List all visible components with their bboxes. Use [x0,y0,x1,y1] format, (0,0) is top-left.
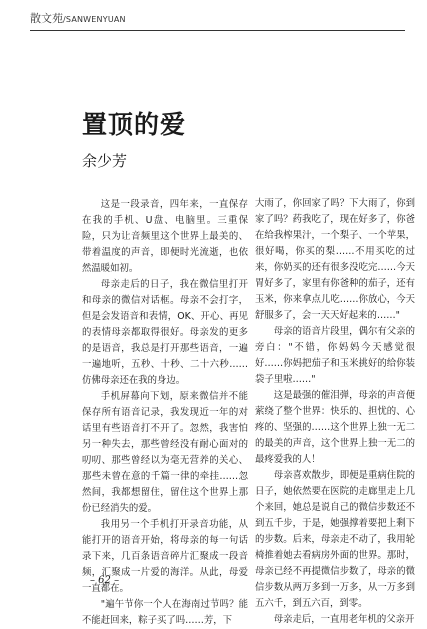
paragraph: 这是一段录音，四年来，一直保存在我的手机、U盘、电脑里。三重保险，只为让音频里这个世界上最美的、带着温度的声音，即便时光流逝，也依然温暖如初。 [82,199,248,274]
paragraph: 母亲走后的日子，我在微信里打开和母亲的微信对话框。母亲不会打字，但是会发语音和表情，OK、开心、再见的表情母亲都取得很好。母亲发的更多的是语音，我总是打开那些语音，一遍一遍地听，五秒、十秒、二十六秒……仿佛母亲还在我的身边。 [82,279,248,386]
page-number: – 62 – [90,575,120,586]
right-text-column [255,196,415,628]
paragraph: 我用另一个手机打开录音功能，从能打开的语音开始，将母亲的每一句话录下来，几百条语音碎片汇聚成一段音频，汇聚成一片爱的海洋。从此，母爱一直都在。 [82,519,248,594]
paragraph: 这是最强的催泪弹，母亲的声音便萦绕了整个世界：快乐的、担忧的、心疼的、坚强的……这个世界上独一无二的最美的声音，这个世界上独一无二的最疼爱我的人！ [255,390,415,465]
magazine-name-cn: 散文苑 [30,12,63,25]
magazine-name-en: /SANWENYUAN [63,15,126,24]
article-author: 余少芳 [82,152,128,170]
left-text-column [82,197,248,629]
magazine-header [30,10,126,26]
paragraph: 手机屏幕向下划，原来微信并不能保存所有语音记录，我发现近一年的对话里有些语音打不开了。忽然，我害怕另一种失去，那些曾经没有耐心面对的叨叨、那些曾经以为毫无营养的关心、那些未曾在意的千篇一律的牵挂……忽然间，我都想留住，留住这个世界上那份已经消失的爱。 [82,391,248,514]
paragraph: "遍午节你一个人在海南过节吗？能不能赶回来，粽子买了吗……芳，下 [82,599,248,626]
header-divider [30,30,405,31]
paragraph: 母亲的语音片段里，偶尔有父亲的旁白："不错，你妈妈今天感觉很好……你妈把茄子和玉米挑好的给你装袋子里啦……" [255,326,415,385]
paragraph: 大雨了，你回家了吗？下大雨了，你到家了吗？药我吃了，现在好多了，你爸在给我榨果汁，一个梨子、一个苹果，很好喝，你买的梨……不用买吃的过来，你奶买的还有很多没吃完……今天胃好多了，家里有你爸种的茄子，还有玉米，你来拿点儿吃……你放心，今天舒服多了，会一天天好起来的……" [255,198,415,321]
paragraph: 母亲走后，一直用老年机的父亲开 [273,614,415,625]
article-title: 置顶的爱 [82,110,187,139]
paragraph: 母亲喜欢散步，即便是重病住院的日子，她依然要在医院的走廊里走上几个来回，她总是说自己的微信步数还不到五千步，于是，她强撑着要把上剩下的步数。后来，母亲走不动了，我用轮椅推着她去看病房外面的世界。那时，母亲已经不再提微信步数了，母亲的微信步数从两万多到一万多，从一万多到五六千，到五六百，到零。 [255,470,415,609]
